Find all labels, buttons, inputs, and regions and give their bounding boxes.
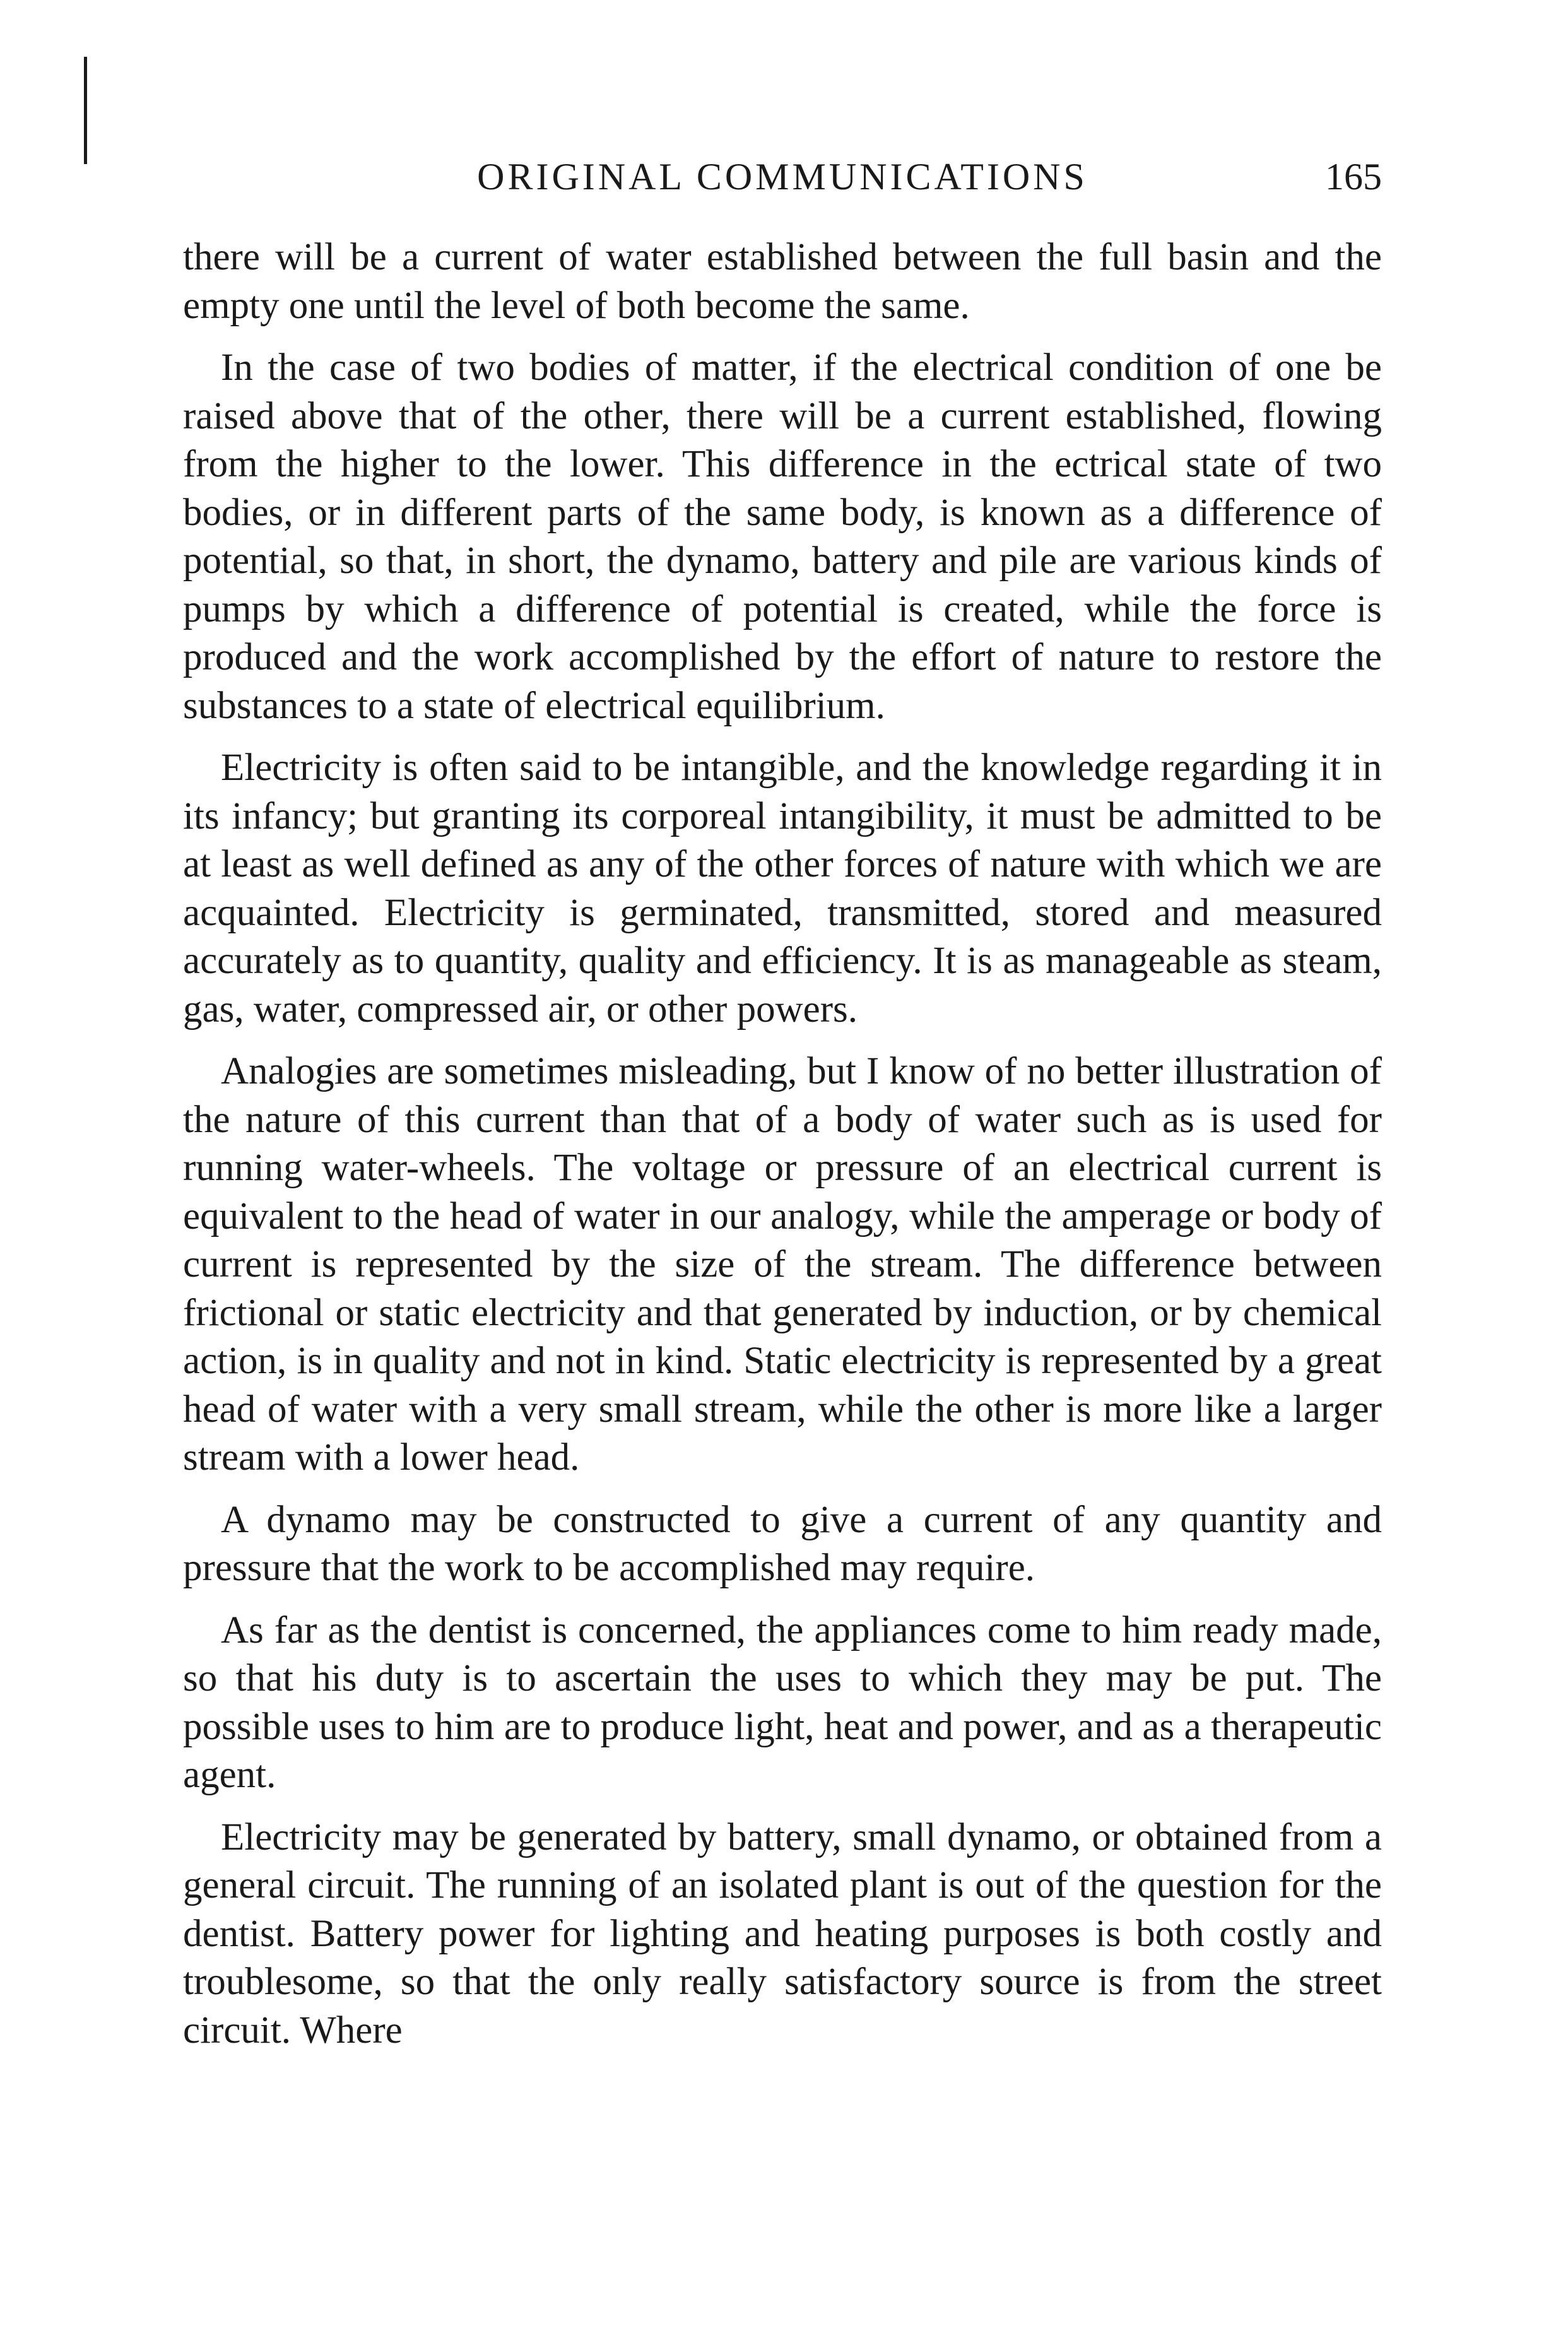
running-head xyxy=(183,148,1382,205)
paragraph-dynamo: A dynamo may be constructed to give a current of any quantity and pressure that the work to be accomplished may require. xyxy=(183,1498,1382,1589)
paragraph-generation: Electricity may be generated by battery, small dynamo, or obtained from a general circuit. The running of an isolated plant is out of the question for the dentist. Battery power for lighting and heating purposes is both costly and troublesome, so that the only really satisfactory source is from the street circuit. Where xyxy=(183,1816,1382,2052)
margin-rule xyxy=(84,57,87,164)
paragraph-continuation: there will be a current of water established between the full basin and the empty one until the level of both become the same. xyxy=(183,236,1382,327)
body-text xyxy=(183,233,1382,2055)
paragraph-intangible: Electricity is often said to be intangible, and the knowledge regarding it in its infancy; but granting its corporeal intangibility, it must be admitted to be at least as well defined as any of the other forces of nature with which we are acquainted. Electricity is germinated, transmitted, stored and measured accurately as to quantity, quality and efficiency. It is as manageable as steam, gas, water, compressed air, or other powers. xyxy=(183,747,1382,1031)
paragraph-analogies: Analogies are sometimes misleading, but I know of no better illustration of the nature of this current than that of a body of water such as is used for running water-wheels. The voltage or pressure of an electrical current is equivalent to the head of water in our analogy, while the amperage or body of current is represented by the size of the stream. The difference between frictional or static electricity and that generated by induction, or by chemical action, is in quality and not in kind. Static electricity is represented by a great head of water with a very small stream, while the other is more like a larger stream with a lower head. xyxy=(183,1050,1382,1479)
running-title: ORIGINAL COMMUNICATIONS xyxy=(477,156,1088,198)
paragraph-dentist: As far as the dentist is concerned, the appliances come to him ready made, so that his duty is to ascertain the uses to which they may be put. The possible uses to him are to produce light, heat and power, and as a therapeutic agent. xyxy=(183,1609,1382,1796)
paragraph-potential: In the case of two bodies of matter, if the electrical condition of one be raised above that of the other, there will be a current established, flowing from the higher to the lower. This difference in the ectrical state of two bodies, or in different parts of the same body, is known as a difference of potential, so that, in short, the dynamo, battery and pile are various kinds of pumps by which a difference of potential is created, while the force is produced and the work accomplished by the effort of nature to restore the substances to a state of electrical equilibrium. xyxy=(183,346,1382,727)
page-number: 165 xyxy=(1325,156,1382,198)
